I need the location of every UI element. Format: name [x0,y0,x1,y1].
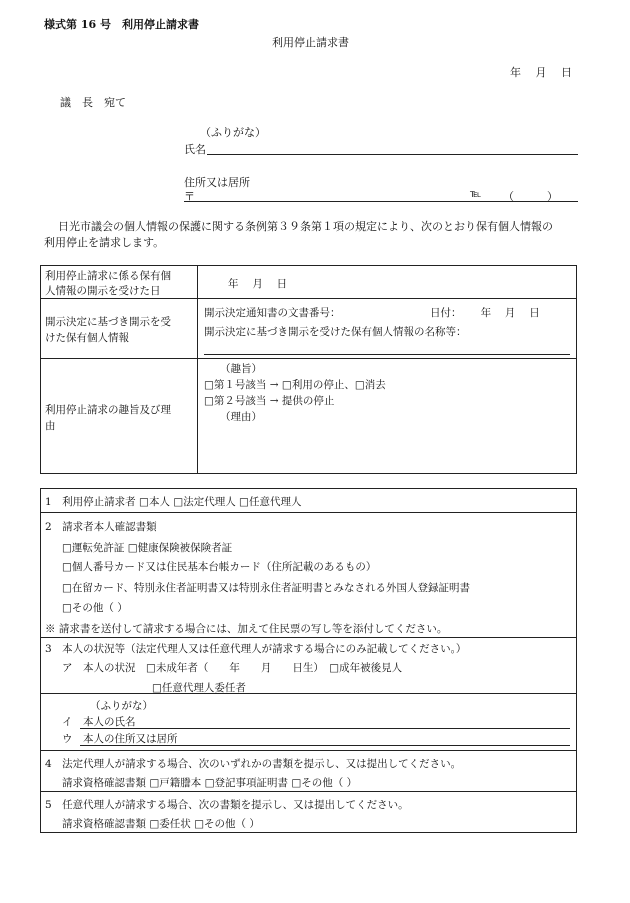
page-title: 利用停止請求書 [272,36,349,49]
section-5-title: 5 任意代理人が請求する場合、次の書類を提示し、又は提出してください。 [45,799,409,811]
info-name-field[interactable] [204,354,570,355]
tel-paren: （ ） [503,190,558,203]
intro-line-1: 日光市議会の個人情報の保護に関する条例第３９条第１項の規定により、次のとおり保有個人情報の [58,220,553,233]
applicant-address-field[interactable] [184,201,578,202]
principal-furigana: （ふりがな） [90,700,153,712]
id-doc-option-2[interactable]: □個人番号カード又は住民基本台帳カード（住所記載のあるもの） [62,561,377,573]
postal-mark: 〒 [184,190,195,203]
purpose-option-1[interactable]: □第１号該当 → □利用の停止、□消去 [204,379,386,391]
applicant-name-label: 氏名 [184,143,206,156]
principal-address-label: ウ 本人の住所又は居所 [62,733,178,745]
section-divider-2 [40,637,577,638]
intro-line-2: 利用停止を請求します。 [44,236,165,249]
reason-label: （理由） [220,411,262,423]
principal-status-delegator[interactable]: □任意代理人委任者 [152,682,246,694]
doc-date[interactable]: 日付： 年 月 日 [430,307,540,319]
principal-name-field[interactable] [80,728,570,729]
section-divider-3 [40,693,577,694]
section-3-title: 3 本人の状況等（法定代理人又は任意代理人が請求する場合にのみ記載してください。） [45,643,467,655]
applicant-furigana: （ふりがな） [200,126,266,139]
row1-label-2: 人情報の開示を受けた日 [45,285,161,297]
section-1-requester[interactable]: 1 利用停止請求者 □本人 □法定代理人 □任意代理人 [45,496,302,508]
row1-label-1: 利用停止請求に係る保有個 [45,270,171,282]
legal-rep-docs[interactable]: 請求資格確認書類 □戸籍謄本 □登記事項証明書 □その他（ ） [62,777,358,789]
addressee: 議 長 宛て [60,96,126,109]
purpose-label: （趣旨） [220,363,262,375]
section-4-title: 4 法定代理人が請求する場合、次のいずれかの書類を提示し、又は提出してください。 [45,758,462,770]
applicant-name-field[interactable] [207,154,578,155]
section-2-title: 2 請求者本人確認書類 [45,521,157,533]
tel-icon: ℡ [470,188,482,200]
section-divider-4 [40,750,577,751]
row-divider-2 [40,358,577,359]
info-name-label: 開示決定に基づき開示を受けた保有個人情報の名称等： [204,326,467,338]
principal-name-label: イ 本人の氏名 [62,716,136,728]
principal-address-field[interactable] [80,745,570,746]
date-line: 年 月 日 [510,66,572,79]
section-2-note: ※ 請求書を送付して請求する場合には、加えて住民票の写し等を添付してください。 [45,623,448,635]
section-divider-1 [40,512,577,513]
id-doc-option-3[interactable]: □在留カード、特別永住者証明書又は特別永住者証明書とみなされる外国人登録証明書 [62,582,470,594]
doc-number-label: 開示決定通知書の文書番号： [204,307,341,319]
row3-label-1: 利用停止請求の趣旨及び理 [45,404,171,416]
row2-label-2: けた保有個人情報 [45,332,129,344]
purpose-option-2[interactable]: □第２号該当 → 提供の停止 [204,395,335,407]
id-doc-option-4[interactable]: □その他（ ） [62,602,128,614]
row-divider-1 [40,298,577,299]
table-divider [197,265,198,474]
voluntary-rep-docs[interactable]: 請求資格確認書類 □委任状 □その他（ ） [62,818,260,830]
section-divider-5 [40,791,577,792]
applicant-address-label: 住所又は居所 [184,176,250,189]
disclosure-date[interactable]: 年 月 日 [228,278,288,290]
form-number: 様式第 16 号 利用停止請求書 [44,18,199,31]
row2-label-1: 開示決定に基づき開示を受 [45,316,171,328]
row3-label-2: 由 [45,420,56,432]
principal-status[interactable]: ア 本人の状況 □未成年者（ 年 月 日生） □成年被後見人 [62,662,403,674]
id-doc-option-1[interactable]: □運転免許証 □健康保険被保険者証 [62,542,233,554]
